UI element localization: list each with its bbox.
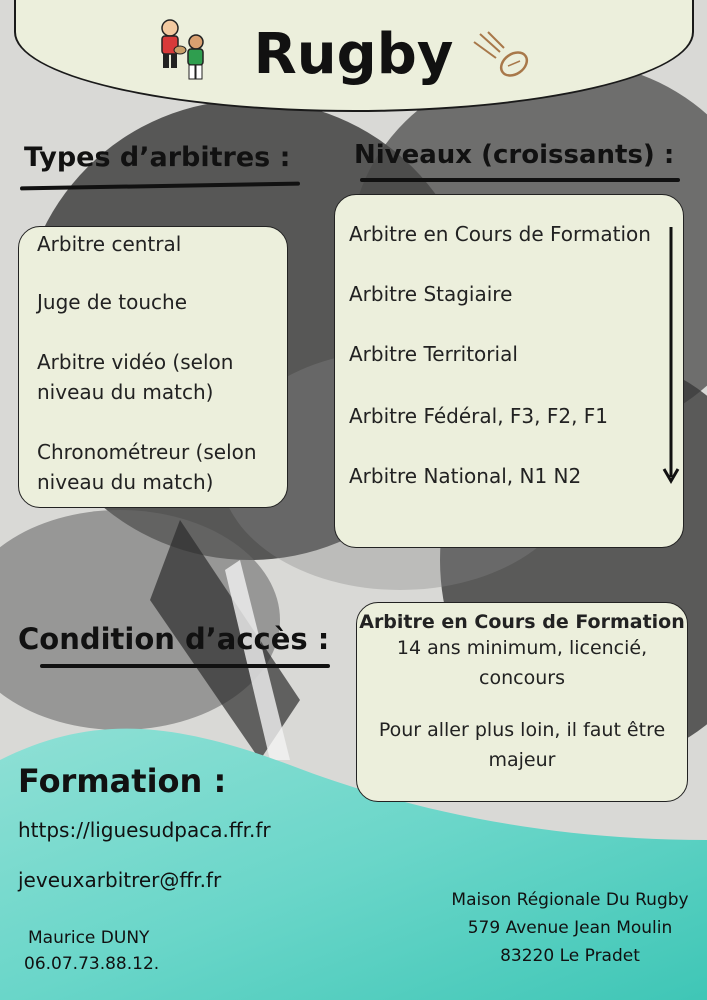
- list-item: Arbitre Territorial: [349, 342, 518, 366]
- contact-phone: 06.07.73.88.12.: [24, 954, 160, 974]
- arrow-down-icon: [661, 225, 681, 487]
- list-item: niveau du match): [37, 470, 214, 494]
- levels-heading: Niveaux (croissants) :: [354, 140, 675, 170]
- types-panel: [18, 226, 288, 508]
- list-item: niveau du match): [37, 380, 214, 404]
- access-line: majeur: [488, 749, 556, 771]
- list-item: Arbitre Fédéral, F3, F2, F1: [349, 404, 609, 428]
- formation-email-link[interactable]: jeveuxarbitrer@ffr.fr: [18, 868, 222, 892]
- levels-underline: [360, 178, 680, 182]
- list-item: Arbitre National, N1 N2: [349, 464, 582, 488]
- formation-heading: Formation :: [18, 762, 227, 800]
- list-item: Chronométreur (selon: [37, 440, 257, 464]
- types-heading: Types d’arbitres :: [24, 142, 291, 173]
- access-heading: Condition d’accès :: [18, 622, 330, 656]
- formation-url-link[interactable]: https://liguesudpaca.ffr.fr: [18, 818, 271, 842]
- contact-name: Maurice DUNY: [28, 928, 150, 948]
- list-item: Juge de touche: [37, 290, 188, 314]
- address-line: 83220 Le Pradet: [500, 946, 640, 966]
- address-line: Maison Régionale Du Rugby: [451, 890, 689, 910]
- list-item: Arbitre central: [37, 232, 182, 256]
- list-item: Arbitre en Cours de Formation: [349, 222, 651, 246]
- access-line: concours: [479, 667, 565, 689]
- access-underline: [40, 664, 330, 668]
- rugby-ball-icon: [466, 28, 536, 88]
- access-line: 14 ans minimum, licencié,: [396, 637, 648, 659]
- page-title: Rugby: [253, 22, 454, 87]
- access-panel: [356, 602, 688, 802]
- list-item: Arbitre vidéo (selon: [37, 350, 234, 374]
- access-box-title: Arbitre en Cours de Formation: [359, 611, 685, 633]
- access-line: Pour aller plus loin, il faut être: [378, 719, 666, 741]
- address-line: 579 Avenue Jean Moulin: [467, 918, 673, 938]
- list-item: Arbitre Stagiaire: [349, 282, 513, 306]
- levels-panel: [334, 194, 684, 548]
